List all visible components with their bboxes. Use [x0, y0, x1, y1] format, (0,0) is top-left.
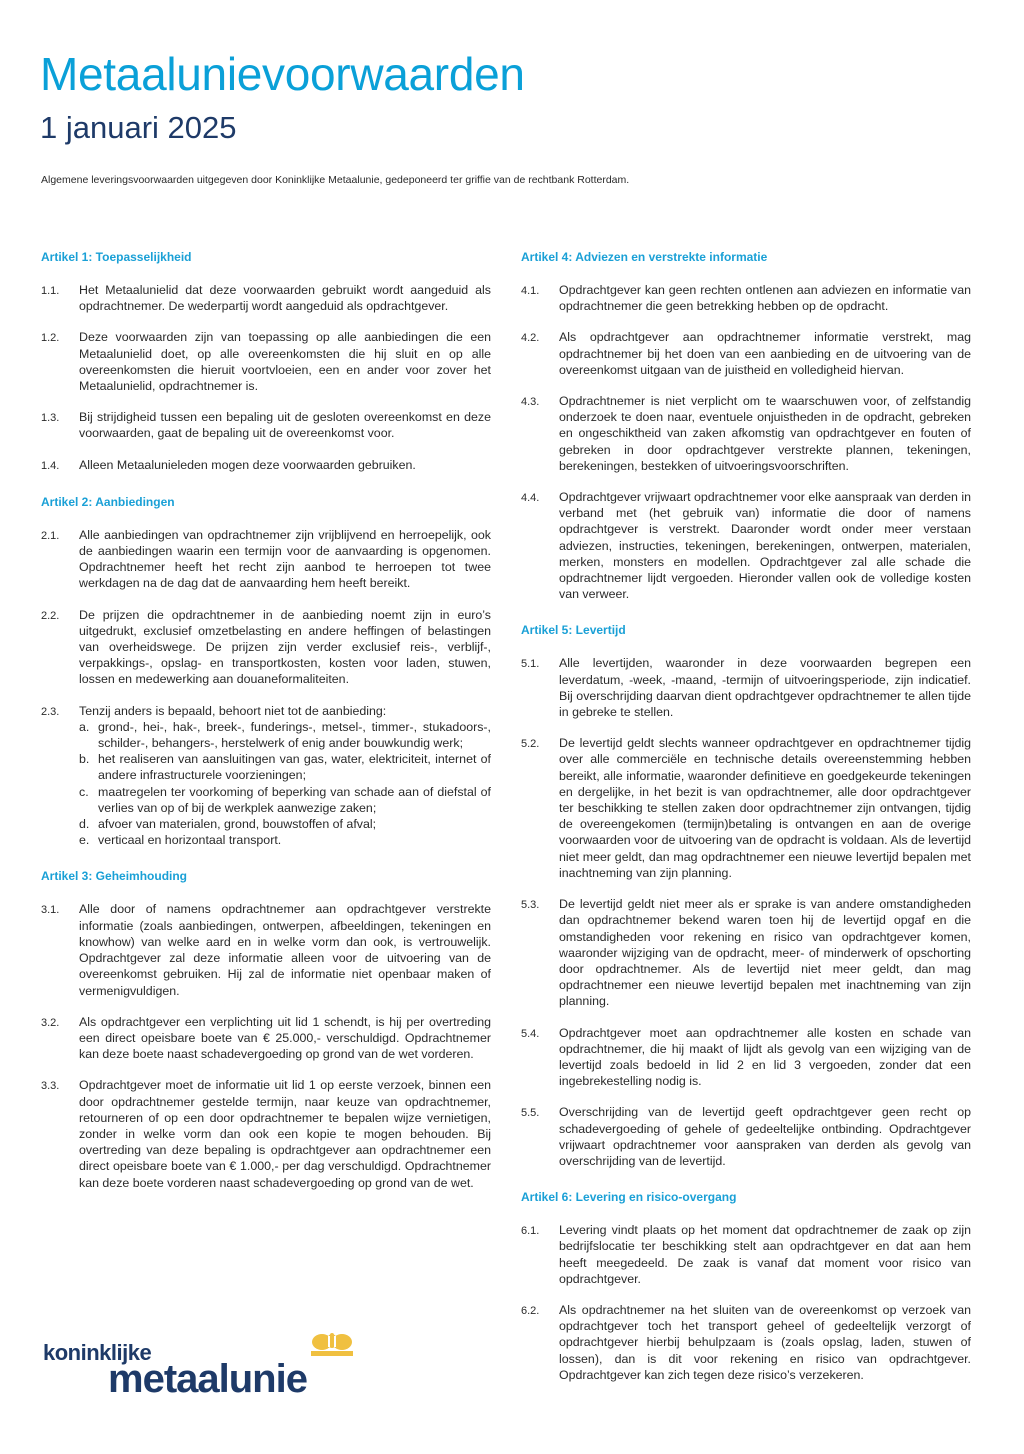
clause: [41, 1077, 491, 1190]
item-letter: c.: [79, 784, 89, 799]
clause-number: 5.1.: [521, 658, 540, 671]
clause-text: De levertijd geldt slechts wanneer opdrachtgever en opdrachtnemer tijdig over alle commerciële en technische details overeenstemming hebben bereikt, alle informatie, waaronder definitieve en goedgekeurde tekeningen en dergelijke, in het bezit is van opdrachtnemer, alle door opdrachtgever ter beschikking te stellen zaken door opdrachtnemer zijn ontvangen, tijdig de overeengekomen (termijn)betaling is ontvangen en aan de overige voorwaarden voor de uitvoering van de opdracht is voldaan. Als de levertijd niet meer geldt, dan mag opdrachtnemer een nieuwe levertijd bepalen met inachtneming van zijn planning.: [559, 736, 971, 880]
clause: [41, 1014, 491, 1063]
article-6: [521, 1189, 971, 1383]
item-text: afvoer van materialen, grond, bouwstoffen of afval;: [98, 817, 377, 832]
clause-text: Alle aanbiedingen van opdrachtnemer zijn vrijblijvend en herroepelijk, ook de aanbiedingen waarin een termijn voor de aanvaarding is opgenomen. Opdrachtnemer heeft het recht zijn aanbod te herroepen tot twee werkdagen na de dag dat de aanvaarding hem heeft bereikt.: [79, 527, 491, 591]
article-1: [41, 249, 491, 474]
list-item: [79, 816, 491, 832]
clause-text: Overschrijding van de levertijd geeft opdrachtgever geen recht op schadevergoeding of gehele of gedeeltelijke ontbinding. Opdrachtgever vrijwaart opdrachtnemer voor aanspraken van derden als gevolg van overschrijding van de levertijd.: [559, 1105, 971, 1168]
clause: [521, 393, 971, 474]
clause-number: 1.1.: [41, 285, 60, 297]
clause-number: 5.4.: [521, 1027, 540, 1040]
item-text: verticaal en horizontaal transport.: [98, 833, 282, 848]
clause-number: 4.3.: [521, 396, 540, 409]
clause: [41, 457, 491, 474]
article-heading: Artikel 6: Levering en risico-overgang: [521, 1190, 737, 1205]
clause: [521, 489, 971, 602]
clause-text: Als opdrachtnemer na het sluiten van de overeenkomst op verzoek van opdrachtgever toch het transport geheel of gedeeltelijk verzorgt of opdrachtgever hierbij behulpzaam is (zoals opslag, laden, stuwen of lossen), dan is dit voor rekening en risico van opdrachtgever. Opdrachtgever kan zich tegen deze risico’s verzekeren.: [559, 1302, 971, 1382]
clause: [41, 282, 491, 314]
clause-number: 1.3.: [41, 412, 60, 425]
clause: [41, 607, 491, 688]
metaalunie-logo: [40, 1333, 370, 1403]
clause-number: 2.1.: [41, 529, 60, 542]
clause-text: De levertijd geldt niet meer als er sprake is van andere omstandigheden dan opdrachtnemer bekend waren toen hij de levertijd opgaf en die omstandigheden voor rekening en risico van opdrachtgever komen, waaronder wijziging van de opdracht, meer- of minderwerk of opschorting door opdrachtnemer. Als de levertijd niet meer geldt, dan mag opdrachtnemer een nieuwe levertijd bepalen met inachtneming van zijn planning.: [559, 897, 971, 1009]
clause: [521, 282, 971, 314]
clause: [41, 409, 491, 441]
clause: [41, 901, 491, 998]
clause-number: 4.1.: [521, 285, 540, 297]
intro-text: Algemene leveringsvoorwaarden uitgegeven door Koninklijke Metaalunie, gedeponeerd ter griffie van de rechtbank Rotterdam.: [41, 174, 630, 186]
clause-number: 5.5.: [521, 1107, 540, 1120]
crown-icon: [308, 1333, 356, 1357]
clause-text: Alle door of namens opdrachtnemer aan opdrachtgever verstrekte informatie (zoals aanbiedingen, ontwerpen, afbeeldingen, tekeningen en knowhow) van welke aard en in welke vorm dan ook, is vertrouwelijk. Opdrachtgever zal deze informatie alleen voor de uitvoering van de overeenkomst gebruiken. Hij zal de informatie niet openbaar maken of vermenigvuldigen.: [79, 902, 491, 998]
article-heading: Artikel 3: Geheimhouding: [41, 869, 188, 884]
clause-number: 4.4.: [521, 492, 540, 505]
clause: [521, 655, 971, 720]
clause-number: 4.2.: [521, 332, 540, 345]
clause-number: 6.2.: [521, 1304, 540, 1317]
clause: [41, 527, 491, 592]
clause-text: Levering vindt plaats op het moment dat opdrachtnemer de zaak op zijn bedrijfslocatie ter beschikking stelt aan opdrachtgever en dat aan hem heeft meegedeeld. De zaak is vanaf dat moment voor risico van opdrachtgever.: [559, 1223, 971, 1286]
clause-text: Deze voorwaarden zijn van toepassing op alle aanbiedingen die een Metaalunielid doet, op alle overeenkomsten die hij sluit en op alle overeenkomsten die hieruit voortvloeien, een en ander voor zover het Metaalunielid, opdrachtnemer is.: [79, 330, 491, 394]
left-column: [41, 249, 491, 1211]
clause-number: 1.2.: [41, 332, 60, 345]
clause-text: Als opdrachtgever aan opdrachtnemer informatie verstrekt, mag opdrachtnemer bij het doen van een aanbieding en de uitvoering van de overeenkomst uitgaan van de juistheid en volledigheid hiervan.: [559, 330, 971, 377]
item-text: het realiseren van aansluitingen van gas, water, elektriciteit, internet of andere infrastructurele voorzieningen;: [98, 752, 491, 783]
logo-text-koninklijke: koninklijke: [43, 1340, 152, 1365]
list-item: [79, 751, 491, 783]
clause-text: Het Metaalunielid dat deze voorwaarden gebruikt wordt aangeduid als opdrachtnemer. De wederpartij wordt aangeduid als opdrachtgever.: [79, 283, 491, 314]
clause: [521, 735, 971, 881]
exclusion-list: [79, 719, 491, 849]
clause-text: Opdrachtgever kan geen rechten ontlenen aan adviezen en informatie van opdrachtnemer die geen betrekking hebben op de opdracht.: [559, 283, 971, 314]
article-2: [41, 494, 491, 849]
clause: [521, 1222, 971, 1287]
article-3: [41, 868, 491, 1190]
article-heading: Artikel 5: Levertijd: [521, 623, 626, 638]
list-item: [79, 784, 491, 816]
item-letter: b.: [79, 752, 90, 767]
article-heading: Artikel 4: Adviezen en verstrekte informatie: [521, 250, 768, 264]
clause-number: 3.3.: [41, 1080, 60, 1093]
clause-number: 1.4.: [41, 459, 60, 472]
clause-number: 2.3.: [41, 705, 60, 718]
clause: [521, 1025, 971, 1090]
item-letter: a.: [79, 719, 90, 734]
clause: [521, 1302, 971, 1383]
clause-text: Opdrachtgever moet de informatie uit lid 1 op eerste verzoek, binnen een door opdrachtnemer gestelde termijn, naar keuze van opdrachtnemer, retourneren of op een door opdrachtnemer te bepalen wijze vernietigen, zonder in welke vorm dan ook een kopie te mogen behouden. Bij overtreding van deze bepaling is opdrachtgever aan opdrachtnemer een direct opeisbare boete van € 1.000,- per dag verschuldigd. Opdrachtnemer kan deze boete vorderen naast schadevergoeding op grond van de wet.: [79, 1078, 491, 1190]
clause-text: De prijzen die opdrachtnemer in de aanbieding noemt zijn in euro’s uitgedrukt, exclusief omzetbelasting en andere heffingen of belastingen van overheidswege. De prijzen zijn verder exclusief reis-, verblijf-, verpakkings-, opslag- en transportkosten, kosten voor laden, stuwen, lossen en medewerking aan douaneformaliteiten.: [79, 607, 491, 687]
clause-number: 3.1.: [41, 904, 60, 917]
clause: [521, 896, 971, 1009]
clause-text: Opdrachtgever moet aan opdrachtnemer alle kosten en schade van opdrachtnemer, die hij maakt of lijdt als gevolg van een wijziging van de levertijd zoals bedoeld in lid 2 en lid 3 vergoeden, zonder dat een ingebrekestelling nodig is.: [559, 1025, 971, 1089]
clause: [521, 329, 971, 378]
clause-text: Bij strijdigheid tussen een bepaling uit de gesloten overeenkomst en deze voorwaarden, gaat de bepaling uit de overeenkomst voor.: [79, 410, 491, 441]
article-heading: Artikel 2: Aanbiedingen: [41, 494, 175, 509]
clause: [41, 703, 491, 849]
clause-text: Als opdrachtgever een verplichting uit lid 1 schendt, is hij per overtreding een direct opeisbare boete van € 25.000,- verschuldigd. Opdrachtnemer kan deze boete naast schadevergoeding op grond van de wet vorderen.: [79, 1014, 491, 1062]
article-4: [521, 249, 971, 602]
page-title: Metaalunievoorwaarden: [40, 48, 525, 100]
clause-text: Opdrachtnemer is niet verplicht om te waarschuwen voor, of zelfstandig onderzoek te doen naar, eventuele onjuistheden in de opdracht, gebreken en ongeschiktheid van zaken afkomstig van opdrachtgever en fouten of gebreken in door opdrachtgever verstrekte plannen, tekeningen, berekeningen, bestekken of uitvoeringsvoorschriften.: [559, 394, 971, 473]
page-subtitle-date: 1 januari 2025: [40, 110, 237, 145]
clause-number: 5.3.: [521, 899, 540, 912]
clause-number: 3.2.: [41, 1016, 60, 1029]
article-heading: Artikel 1: Toepasselijkheid: [41, 250, 192, 264]
item-text: grond-, hei-, hak-, breek-, funderings-, metsel-, timmer-, stukadoors-, schilder-, behangers-, herstelwerk of enig ander bouwkundig werk;: [98, 719, 491, 751]
clause: [521, 1104, 971, 1169]
list-item: [79, 719, 491, 751]
clause-text: Tenzij anders is bepaald, behoort niet tot de aanbieding:: [79, 703, 387, 718]
clause-number: 2.2.: [41, 609, 60, 622]
clause-text: Opdrachtgever vrijwaart opdrachtnemer voor elke aanspraak van derden in verband met (het gebruik van) informatie die door of namens opdrachtgever is verstrekt. Daaronder wordt onder meer verstaan adviezen, instructies, tekeningen, berekeningen, ontwerpen, materialen, merken, monsters en modellen. Opdrachtgever zal alle schade die opdrachtnemer lijdt vergoeden. Hieronder vallen ook de volledige kosten van verweer.: [559, 490, 971, 602]
right-column: [521, 249, 971, 1403]
clause: [41, 329, 491, 394]
article-5: [521, 622, 971, 1169]
item-letter: e.: [79, 833, 90, 848]
clause-text: Alleen Metaalunieleden mogen deze voorwaarden gebruiken.: [79, 457, 416, 472]
clause-number: 6.1.: [521, 1225, 540, 1238]
item-text: maatregelen ter voorkoming of beperking van schade aan of diefstal of verlies van op of bij de werkplek aanwezige zaken;: [98, 784, 491, 815]
list-item: [79, 832, 491, 848]
logo-text-metaalunie: metaalunie: [108, 1357, 307, 1401]
clause-text: Alle levertijden, waaronder in deze voorwaarden begrepen een leverdatum, -week, -maand, -termijn of uitvoeringsperiode, zijn indicatief. Bij overschrijding daarvan dient opdrachtgever opdrachtnemer te allen tijde in gebreke te stellen.: [559, 656, 971, 720]
clause-number: 5.2.: [521, 738, 540, 751]
item-letter: d.: [79, 817, 90, 832]
